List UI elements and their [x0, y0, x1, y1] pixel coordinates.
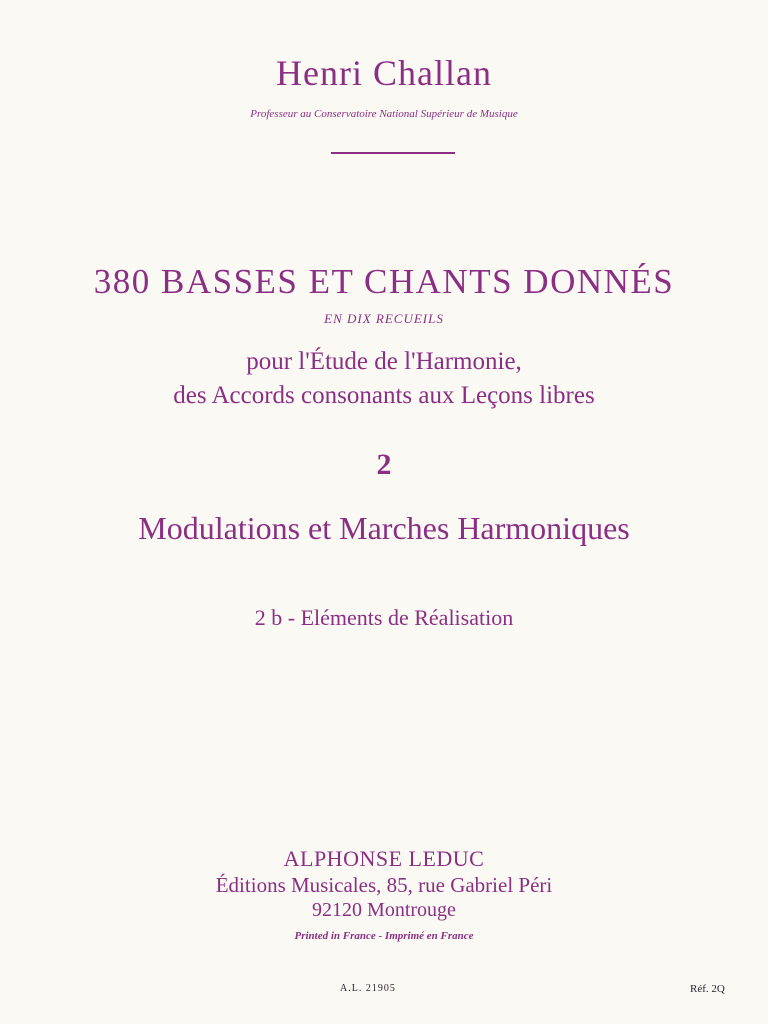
author-name: Henri Challan: [276, 53, 492, 93]
description-line-1: pour l'Étude de l'Harmonie,: [246, 348, 522, 375]
printed-in-france: Printed in France - Imprimé en France: [294, 930, 474, 942]
catalog-reference: A.L. 21905: [340, 983, 396, 994]
publisher-address: Éditions Musicales, 85, rue Gabriel Péri: [215, 873, 553, 897]
publisher-city: 92120 Montrouge: [312, 899, 456, 921]
part-title: 2 b - Eléments de Réalisation: [254, 605, 514, 630]
volume-title: Modulations et Marches Harmoniques: [138, 510, 630, 546]
edition-reference: Réf. 2Q: [690, 983, 725, 995]
main-title: 380 BASSES ET CHANTS DONNÉS: [93, 262, 675, 301]
volume-number: 2: [376, 448, 392, 481]
divider: [331, 152, 455, 154]
description-line-2: des Accords consonants aux Leçons libres: [173, 382, 595, 409]
publisher-name: ALPHONSE LEDUC: [283, 846, 485, 871]
author-title: Professeur au Conservatoire National Supérieur de Musique: [250, 108, 518, 120]
main-subtitle: EN DIX RECUEILS: [324, 311, 444, 326]
